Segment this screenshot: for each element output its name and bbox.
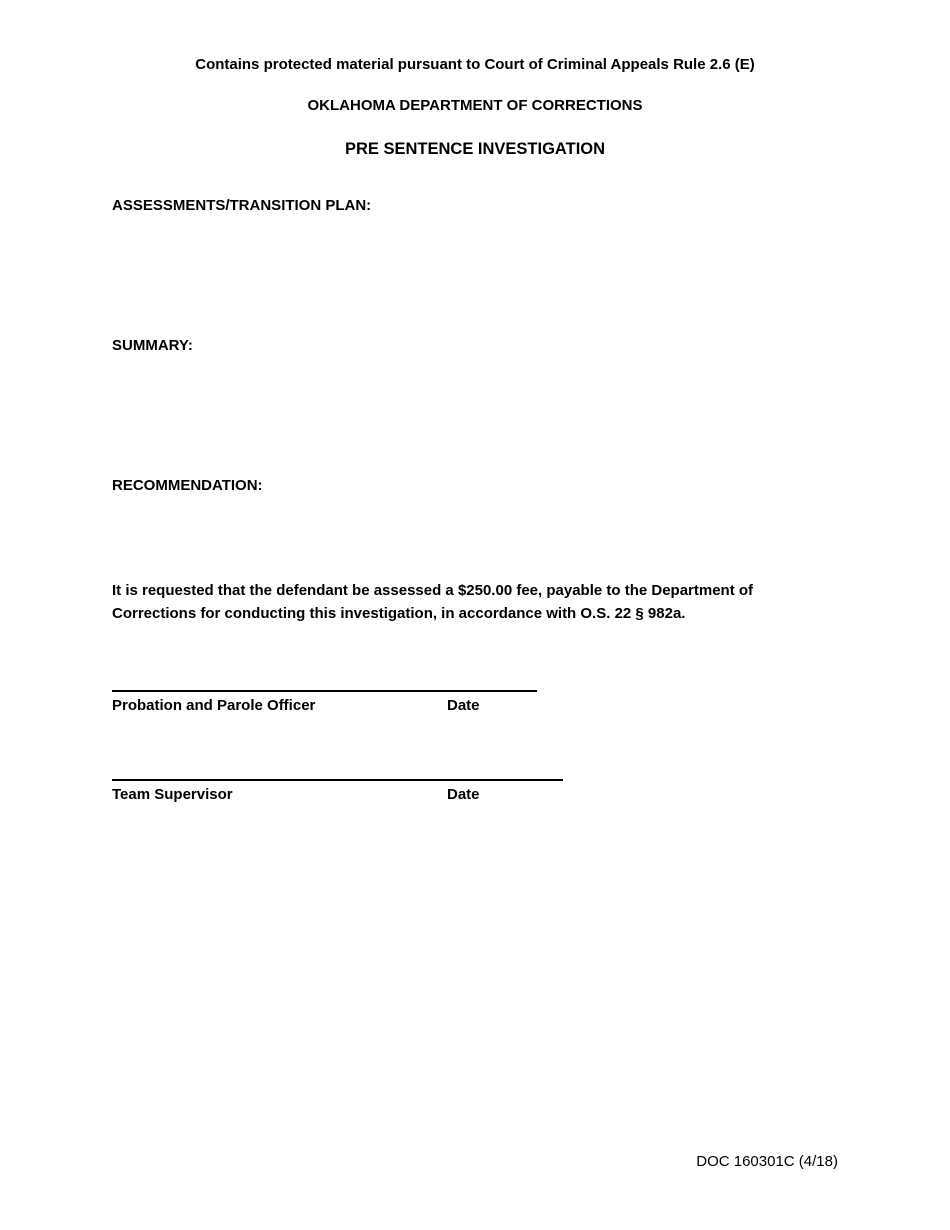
- officer-signature-line: [112, 690, 537, 692]
- supervisor-signature-line: [112, 779, 563, 781]
- agency-name: OKLAHOMA DEPARTMENT OF CORRECTIONS: [307, 97, 643, 114]
- supervisor-signature-label: Team Supervisor: [112, 786, 233, 803]
- officer-signature-label: Probation and Parole Officer: [112, 697, 316, 714]
- supervisor-date-label: Date: [447, 786, 480, 803]
- form-code: DOC 160301C (4/18): [696, 1153, 838, 1170]
- officer-date-label: Date: [447, 697, 480, 714]
- fee-statement: [112, 580, 812, 625]
- document-title: PRE SENTENCE INVESTIGATION: [344, 140, 606, 158]
- assessments-transition-plan-heading: ASSESSMENTS/TRANSITION PLAN:: [112, 197, 372, 214]
- protected-material-notice: Contains protected material pursuant to Court of Criminal Appeals Rule 2.6 (E): [195, 56, 755, 73]
- fee-statement-line-2: Corrections for conducting this investigation, in accordance with O.S. 22 § 982a.: [112, 604, 686, 622]
- fee-statement-line-1: It is requested that the defendant be assessed a $250.00 fee, payable to the Department of: [112, 582, 754, 599]
- summary-heading: SUMMARY:: [112, 337, 193, 354]
- recommendation-heading: RECOMMENDATION:: [112, 477, 263, 494]
